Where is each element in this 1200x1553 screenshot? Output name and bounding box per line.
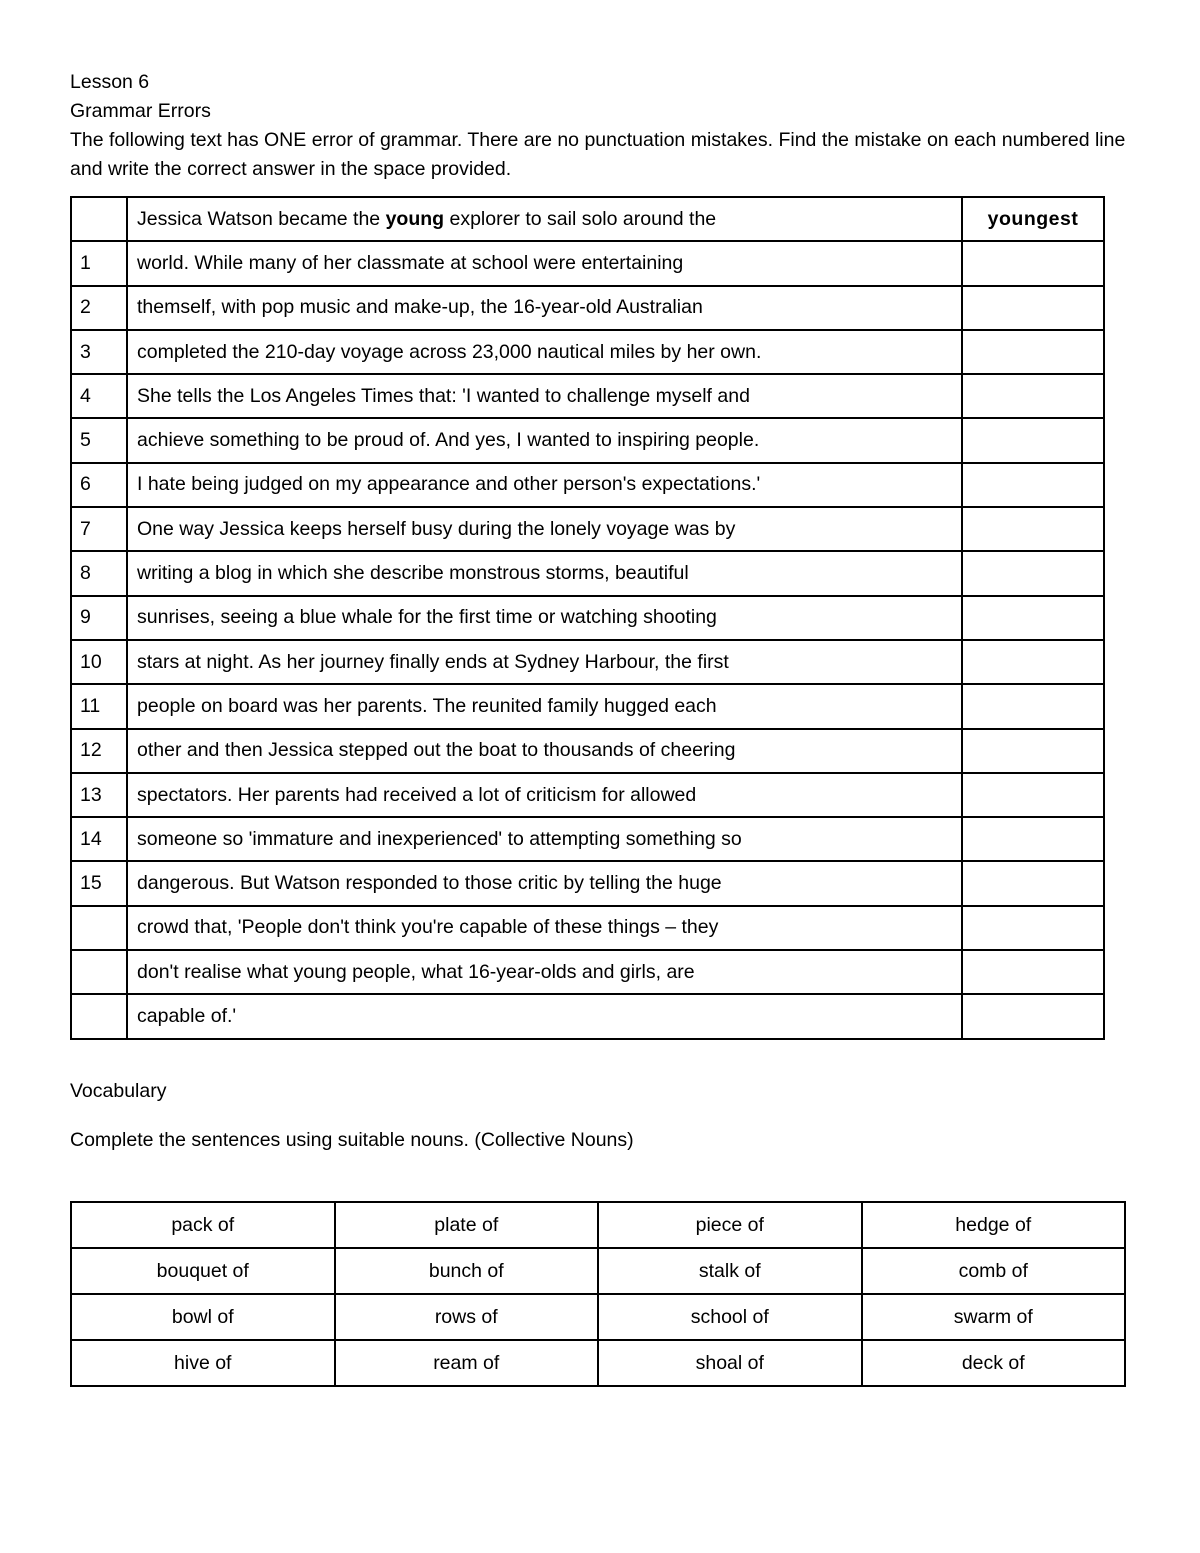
table-row [71, 950, 1104, 994]
noun-cell: school of [598, 1294, 862, 1340]
table-row [71, 1202, 1125, 1248]
answer-cell[interactable] [962, 640, 1104, 684]
table-row [71, 1340, 1125, 1386]
answer-cell[interactable] [962, 950, 1104, 994]
noun-cell: hive of [71, 1340, 335, 1386]
answer-cell[interactable] [962, 286, 1104, 330]
line-text: spectators. Her parents had received a lot of criticism for allowed [127, 773, 962, 817]
noun-cell: stalk of [598, 1248, 862, 1294]
table-row [71, 817, 1104, 861]
table-row [71, 773, 1104, 817]
line-text: themself, with pop music and make-up, the 16-year-old Australian [127, 286, 962, 330]
answer-cell[interactable] [962, 507, 1104, 551]
noun-cell: bunch of [335, 1248, 599, 1294]
table-row [71, 241, 1104, 285]
line-text: completed the 210-day voyage across 23,000 nautical miles by her own. [127, 330, 962, 374]
answer-cell[interactable] [962, 861, 1104, 905]
line-number: 15 [71, 861, 127, 905]
line-number [71, 197, 127, 241]
noun-cell: hedge of [862, 1202, 1126, 1248]
noun-cell: rows of [335, 1294, 599, 1340]
worksheet-intro [70, 68, 1130, 184]
line-text: dangerous. But Watson responded to those critic by telling the huge [127, 861, 962, 905]
noun-cell: piece of [598, 1202, 862, 1248]
answer-cell[interactable] [962, 374, 1104, 418]
table-row [71, 286, 1104, 330]
grammar-errors-table [70, 196, 1105, 1040]
line-number: 13 [71, 773, 127, 817]
answer-cell[interactable] [962, 817, 1104, 861]
line-number [71, 906, 127, 950]
text-before: Jessica Watson became the [137, 207, 386, 230]
answer-cell[interactable] [962, 463, 1104, 507]
line-number: 4 [71, 374, 127, 418]
line-number: 5 [71, 418, 127, 462]
line-text: One way Jessica keeps herself busy during the lonely voyage was by [127, 507, 962, 551]
vocabulary-heading: Vocabulary [70, 1080, 167, 1102]
table-row [71, 640, 1104, 684]
answer-cell[interactable] [962, 330, 1104, 374]
line-text: don't realise what young people, what 16-year-olds and girls, are [127, 950, 962, 994]
line-number: 1 [71, 241, 127, 285]
lesson-label: Lesson 6 [70, 71, 150, 93]
line-number: 8 [71, 551, 127, 595]
line-number [71, 950, 127, 994]
error-word: young [385, 207, 445, 230]
table-row [71, 596, 1104, 640]
line-text: achieve something to be proud of. And yes, I wanted to inspiring people. [127, 418, 962, 462]
table-row [71, 551, 1104, 595]
line-number: 14 [71, 817, 127, 861]
grammar-instructions: The following text has ONE error of grammar. There are no punctuation mistakes. Find the mistake on each numbered line and write the correct answer in the space provided. [70, 129, 1126, 180]
table-row [71, 1294, 1125, 1340]
table-row [71, 906, 1104, 950]
table-row [71, 330, 1104, 374]
line-number: 2 [71, 286, 127, 330]
line-text: someone so 'immature and inexperienced' to attempting something so [127, 817, 962, 861]
noun-cell: pack of [71, 1202, 335, 1248]
line-number: 11 [71, 684, 127, 728]
answer-cell[interactable] [962, 596, 1104, 640]
noun-cell: ream of [335, 1340, 599, 1386]
answer-cell[interactable] [962, 684, 1104, 728]
noun-cell: plate of [335, 1202, 599, 1248]
table-row [71, 1248, 1125, 1294]
line-text: She tells the Los Angeles Times that: 'I wanted to challenge myself and [127, 374, 962, 418]
line-number: 9 [71, 596, 127, 640]
answer-cell[interactable]: youngest [962, 197, 1104, 241]
noun-cell: swarm of [862, 1294, 1126, 1340]
collective-nouns-table [70, 1201, 1126, 1387]
line-number: 6 [71, 463, 127, 507]
line-text: I hate being judged on my appearance and other person's expectations.' [127, 463, 962, 507]
line-text: people on board was her parents. The reunited family hugged each [127, 684, 962, 728]
table-row [71, 418, 1104, 462]
line-text: crowd that, 'People don't think you're capable of these things – they [127, 906, 962, 950]
noun-cell: shoal of [598, 1340, 862, 1386]
topic-title: Grammar Errors [70, 100, 211, 122]
table-row [71, 994, 1104, 1038]
table-row [71, 507, 1104, 551]
table-row [71, 374, 1104, 418]
table-row [71, 684, 1104, 728]
table-row [71, 729, 1104, 773]
line-text: stars at night. As her journey finally ends at Sydney Harbour, the first [127, 640, 962, 684]
answer-cell[interactable] [962, 241, 1104, 285]
noun-cell: comb of [862, 1248, 1126, 1294]
answer-cell[interactable] [962, 729, 1104, 773]
line-number [71, 994, 127, 1038]
noun-cell: bowl of [71, 1294, 335, 1340]
line-text: world. While many of her classmate at school were entertaining [127, 241, 962, 285]
vocabulary-instructions: Complete the sentences using suitable nouns. (Collective Nouns) [70, 1129, 634, 1151]
answer-cell[interactable] [962, 551, 1104, 595]
answer-cell[interactable] [962, 773, 1104, 817]
noun-cell: deck of [862, 1340, 1126, 1386]
example-row [71, 197, 1104, 241]
line-text: other and then Jessica stepped out the boat to thousands of cheering [127, 729, 962, 773]
table-row [71, 861, 1104, 905]
line-number: 12 [71, 729, 127, 773]
line-number: 3 [71, 330, 127, 374]
line-number: 7 [71, 507, 127, 551]
answer-cell[interactable] [962, 418, 1104, 462]
answer-cell[interactable] [962, 994, 1104, 1038]
line-text [127, 197, 962, 241]
line-text: sunrises, seeing a blue whale for the first time or watching shooting [127, 596, 962, 640]
line-number: 10 [71, 640, 127, 684]
table-row [71, 463, 1104, 507]
answer-cell[interactable] [962, 906, 1104, 950]
noun-cell: bouquet of [71, 1248, 335, 1294]
line-text: writing a blog in which she describe monstrous storms, beautiful [127, 551, 962, 595]
line-text: capable of.' [127, 994, 962, 1038]
text-after: explorer to sail solo around the [444, 207, 717, 230]
